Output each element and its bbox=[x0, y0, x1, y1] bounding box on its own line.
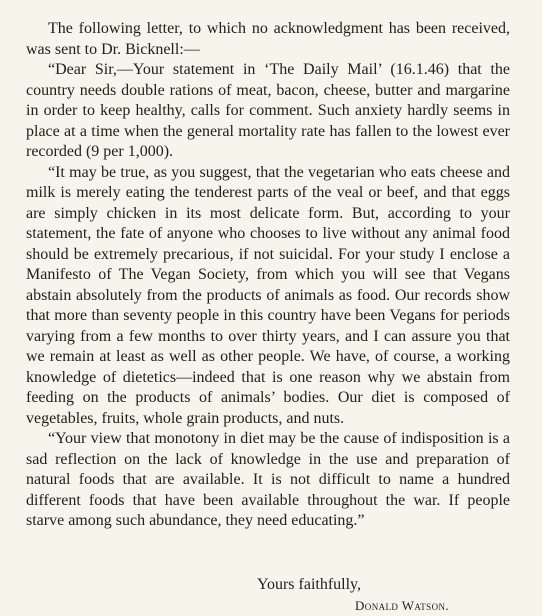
letter-paragraph-2: “It may be true, as you suggest, that the vegetarian who eats cheese and milk is merely eating the tenderest parts of the veal or beef, and that eggs are simply chicken in its most delicate form. But, according to your statement, the fate of anyone who chooses to live without any animal food should be extremely precarious, if not suicidal. For your study I enclose a Manifesto of The Vegan Society, from which you will see that Vegans abstain absolutely from the products of animals as food. Our records show that more than seventy people in this country have been Vegans for periods varying from a few months to over thirty years, and I can assure you that we remain at least as well as other people. We have, of course, a working knowledge of dietetics—indeed that is one reason why we abstain from feeding on the products of animals’ bodies. Our diet is composed of vegetables, fruits, whole grain products, and nuts. bbox=[26, 163, 510, 427]
intro-paragraph: The following letter, to which no acknowledgment has been received, was sent to Dr. Bicknell:— bbox=[26, 20, 510, 58]
letter-paragraph-3: “Your view that monotony in diet may be the cause of indisposition is a sad reflection on the lack of knowledge in the use and preparation of natural foods that are available. It is not difficult to name a hundred different foods that have been available throughout the war. If people starve among such abundance, they need educating.” bbox=[26, 430, 510, 529]
letter-closing: Yours faithfully, bbox=[257, 576, 362, 593]
letter-body bbox=[26, 19, 510, 532]
letter-signature: Donald Watson. bbox=[355, 598, 450, 613]
letter-paragraph-1: “Dear Sir,—Your statement in ‘The Daily Mail’ (16.1.46) that the country needs double rations of meat, bacon, cheese, butter and margarine in order to keep healthy, calls for comment. Such anxiety hardly seems in place at a time when the general mortality rate has fallen to the lowest ever recorded (9 per 1,000). bbox=[26, 61, 510, 160]
